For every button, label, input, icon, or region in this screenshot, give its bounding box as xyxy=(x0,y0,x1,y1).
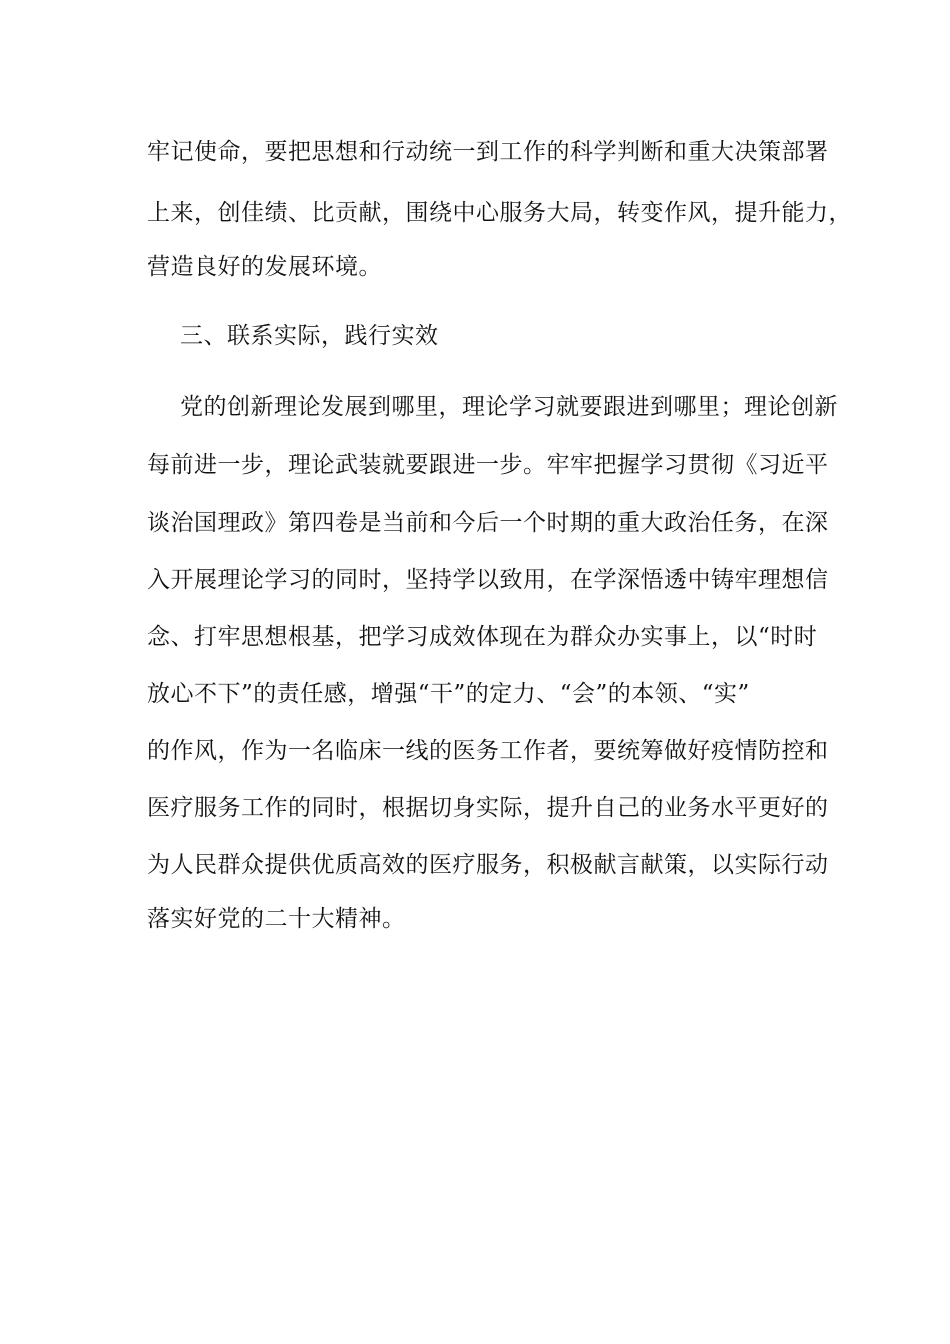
paragraph-line: 为人民群众提供优质高效的医疗服务，积极献言献策，以实际行动 xyxy=(147,852,829,878)
paragraph-line: 营造良好的发展环境。 xyxy=(147,254,382,280)
paragraph-line: 放心不下”的责任感，增强“干”的定力、“会”的本领、“实” xyxy=(147,681,750,707)
paragraph-line: 每前进一步，理论武装就要跟进一步。牢牢把握学习贯彻《习近平 xyxy=(147,452,829,478)
paragraph-line: 落实好党的二十大精神。 xyxy=(147,906,406,932)
paragraph-line: 医疗服务工作的同时，根据切身实际，提升自己的业务水平更好的 xyxy=(147,795,829,821)
paragraph-line: 上来，创佳绩、比贡献，围绕中心服务大局，转变作风，提升能力， xyxy=(147,200,852,226)
paragraph-line: 牢记使命，要把思想和行动统一到工作的科学判断和重大决策部署 xyxy=(147,139,829,165)
paragraph-line: 党的创新理论发展到哪里，理论学习就要跟进到哪里；理论创新 xyxy=(180,394,838,420)
paragraph-line: 念、打牢思想根基，把学习成效体现在为群众办实事上，以“时时 xyxy=(147,624,818,650)
paragraph-line: 的作风，作为一名临床一线的医务工作者，要统筹做好疫情防控和 xyxy=(147,738,829,764)
paragraph-line: 入开展理论学习的同时，坚持学以致用，在学深悟透中铸牢理想信 xyxy=(147,567,829,593)
section-heading: 三、联系实际，践行实效 xyxy=(180,323,439,349)
paragraph-line: 谈治国理政》第四卷是当前和今后一个时期的重大政治任务，在深 xyxy=(147,510,829,536)
